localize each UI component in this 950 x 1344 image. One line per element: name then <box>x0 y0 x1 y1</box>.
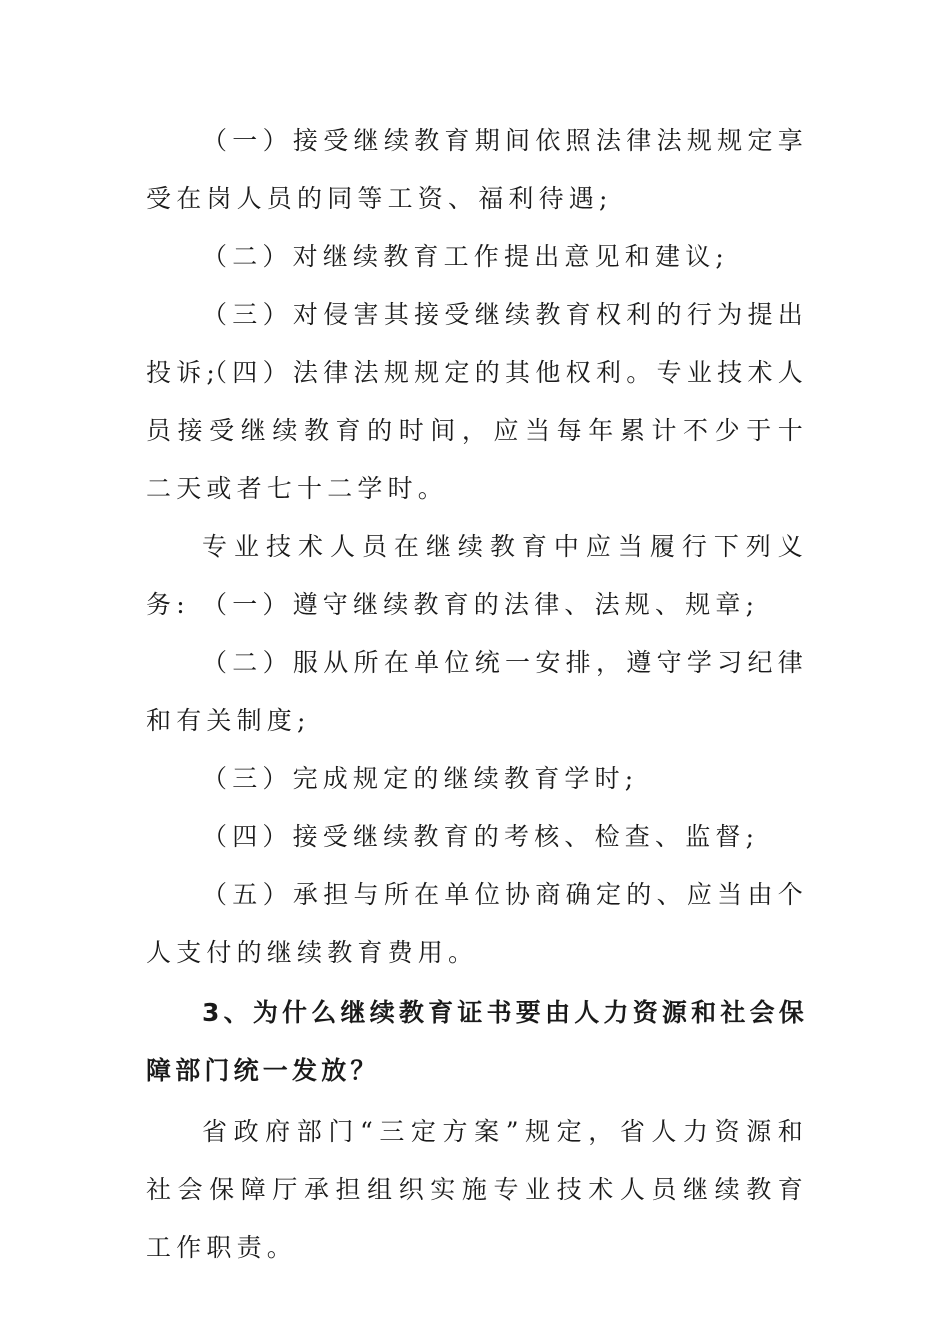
paragraph-right-1: （一）接受继续教育期间依照法律法规规定享受在岗人员的同等工资、福利待遇; <box>146 126 808 213</box>
paragraph-right-3: （三）对侵害其接受继续教育权利的行为提出投诉; <box>146 300 808 387</box>
paragraph-obligation-1: （一）遵守继续教育的法律、法规、规章; <box>202 590 760 619</box>
paragraph-right-2: （二）对继续教育工作提出意见和建议; <box>202 242 730 271</box>
answer-paragraph: 省政府部门“三定方案”规定，省人力资源和社会保障厅承担组织实施专业技术人员继续教育工作职责。 <box>146 1117 808 1262</box>
paragraph-obligation-3: （三）完成规定的继续教育学时; <box>202 764 639 793</box>
paragraph-obligations-intro: 专业技术人员在继续教育中应当履行下列义务: <box>146 532 808 619</box>
paragraph-obligation-2: （二）服从所在单位统一安排，遵守学习纪律和有关制度; <box>146 648 808 735</box>
question-heading: 3、为什么继续教育证书要由人力资源和社会保障部门统一发放？ <box>146 998 808 1085</box>
paragraph-right-4: （四）法律法规规定的其他权利。专业技术人员接受继续教育的时间，应当每年累计不少于十二天或者七十二学时。 <box>146 358 808 503</box>
paragraph-obligation-4: （四）接受继续教育的考核、检查、监督; <box>202 822 760 851</box>
paragraph-obligation-5: （五）承担与所在单位协商确定的、应当由个人支付的继续教育费用。 <box>146 880 808 967</box>
